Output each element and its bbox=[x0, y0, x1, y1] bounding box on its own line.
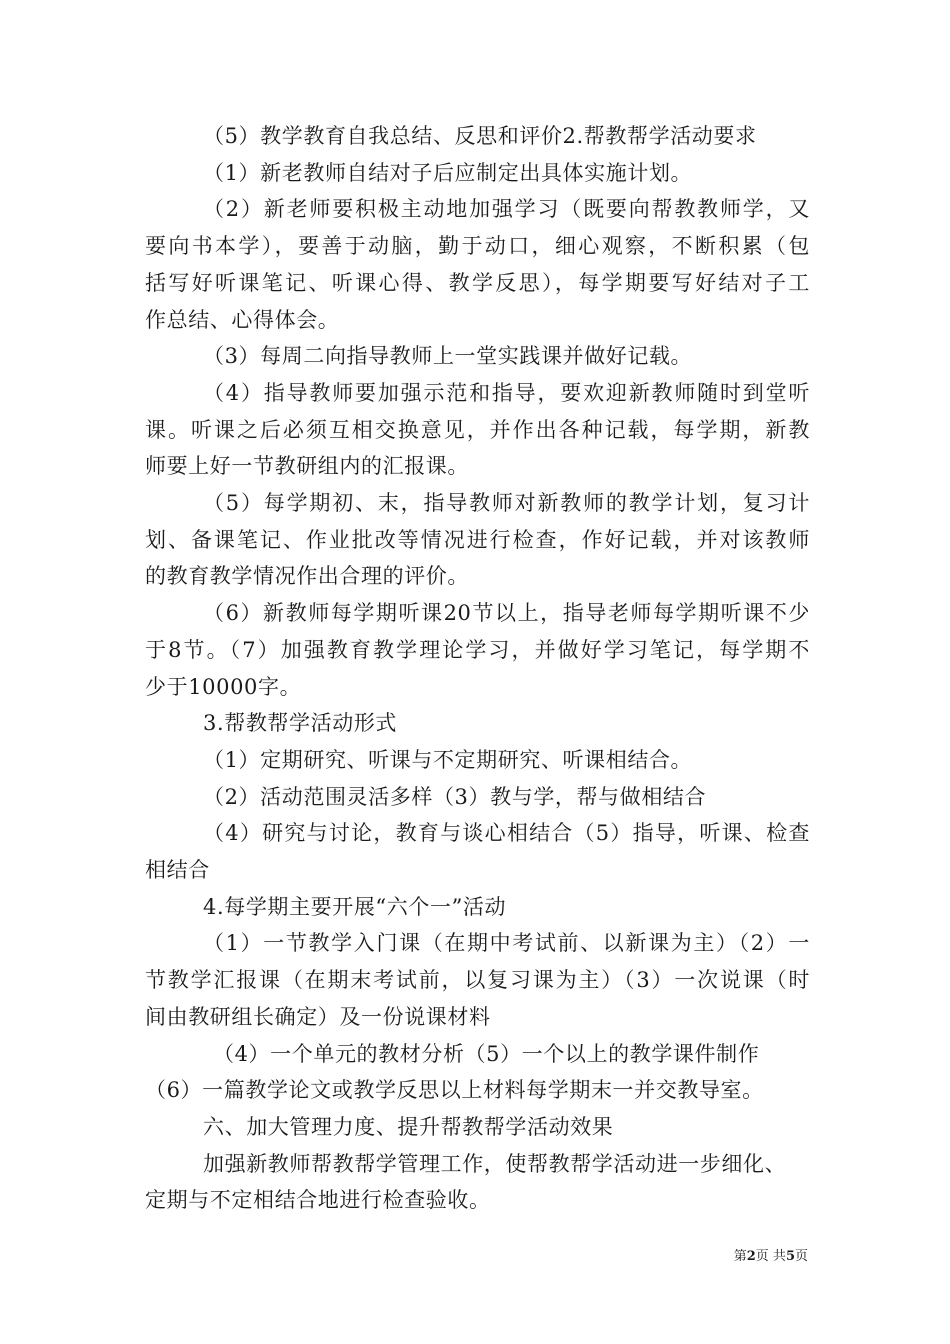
paragraph-line: 作总结、心得体会。 bbox=[145, 307, 340, 332]
paragraph-line: 划、备课笔记、作业批改等情况进行检查，作好记载，并对该教师 bbox=[145, 527, 810, 552]
paragraph-line: （6）一篇教学论文或教学反思以上材料每学期末一并交教导室。 bbox=[145, 1078, 764, 1103]
paragraph-line: （3）每周二向指导教师上一堂实践课并做好记载。 bbox=[203, 344, 693, 369]
paragraph-line: 师要上好一节教研组内的汇报课。 bbox=[145, 454, 469, 479]
total-page-number: 5 bbox=[785, 1249, 795, 1264]
section-heading: 3.帮教帮学活动形式 bbox=[203, 711, 398, 736]
current-page-number: 2 bbox=[746, 1249, 756, 1264]
document-body bbox=[145, 118, 810, 1219]
paragraph-line: （6）新教师每学期听课20节以上，指导老师每学期听课不少 bbox=[203, 601, 810, 626]
paragraph-line: 节教学汇报课（在期末考试前，以复习课为主）（3）一次说课（时 bbox=[145, 968, 810, 993]
paragraph-line: （4）指导教师要加强示范和指导，要欢迎新教师随时到堂听 bbox=[203, 380, 810, 405]
section-heading: 六、加大管理力度、提升帮教帮学活动效果 bbox=[203, 1114, 614, 1139]
paragraph-line: 括写好听课笔记、听课心得、教学反思），每学期要写好结对子工 bbox=[145, 270, 810, 295]
paragraph-line: 少于10000字。 bbox=[145, 674, 302, 699]
paragraph-line: 要向书本学），要善于动脑，勤于动口，细心观察，不断积累（包 bbox=[145, 234, 810, 259]
footer-middle: 页 共 bbox=[755, 1249, 786, 1264]
page-number-footer bbox=[734, 1249, 808, 1265]
paragraph-line: （1）新老教师自结对子后应制定出具体实施计划。 bbox=[203, 160, 693, 185]
paragraph-line: （5）每学期初、末，指导教师对新教师的教学计划，复习计 bbox=[203, 491, 810, 516]
paragraph-line: （1）定期研究、听课与不定期研究、听课相结合。 bbox=[203, 747, 693, 772]
paragraph-line: （5）教学教育自我总结、反思和评价2.帮教帮学活动要求 bbox=[203, 124, 757, 148]
section-heading: 4.每学期主要开展“六个一”活动 bbox=[203, 894, 507, 919]
paragraph-line: 课。听课之后必须互相交换意见，并作出各种记载，每学期，新教 bbox=[145, 417, 810, 442]
paragraph-line: （1）一节教学入门课（在期中考试前、以新课为主）（2）一 bbox=[203, 931, 810, 956]
paragraph-line: 间由教研组长确定）及一份说课材料 bbox=[145, 1004, 491, 1029]
paragraph-line: 于8节。（7）加强教育教学理论学习，并做好学习笔记，每学期不 bbox=[145, 637, 810, 662]
paragraph-line: 加强新教师帮教帮学管理工作，使帮教帮学活动进一步细化、 bbox=[203, 1151, 787, 1176]
paragraph-line: （4）一个单元的教材分析（5）一个以上的教学课件制作 bbox=[213, 1041, 760, 1066]
footer-prefix: 第 bbox=[733, 1249, 747, 1264]
paragraph-line: （2）新老师要积极主动地加强学习（既要向帮教教师学，又 bbox=[203, 197, 810, 222]
footer-suffix: 页 bbox=[794, 1249, 808, 1264]
paragraph-line: （4）研究与讨论，教育与谈心相结合（5）指导，听课、检查 bbox=[203, 821, 810, 846]
paragraph-line: 的教育教学情况作出合理的评价。 bbox=[145, 564, 469, 589]
paragraph-line: 相结合 bbox=[145, 858, 210, 883]
paragraph-line: 定期与不定相结合地进行检查验收。 bbox=[145, 1188, 491, 1213]
paragraph-line: （2）活动范围灵活多样（3）教与学，帮与做相结合 bbox=[203, 784, 707, 809]
